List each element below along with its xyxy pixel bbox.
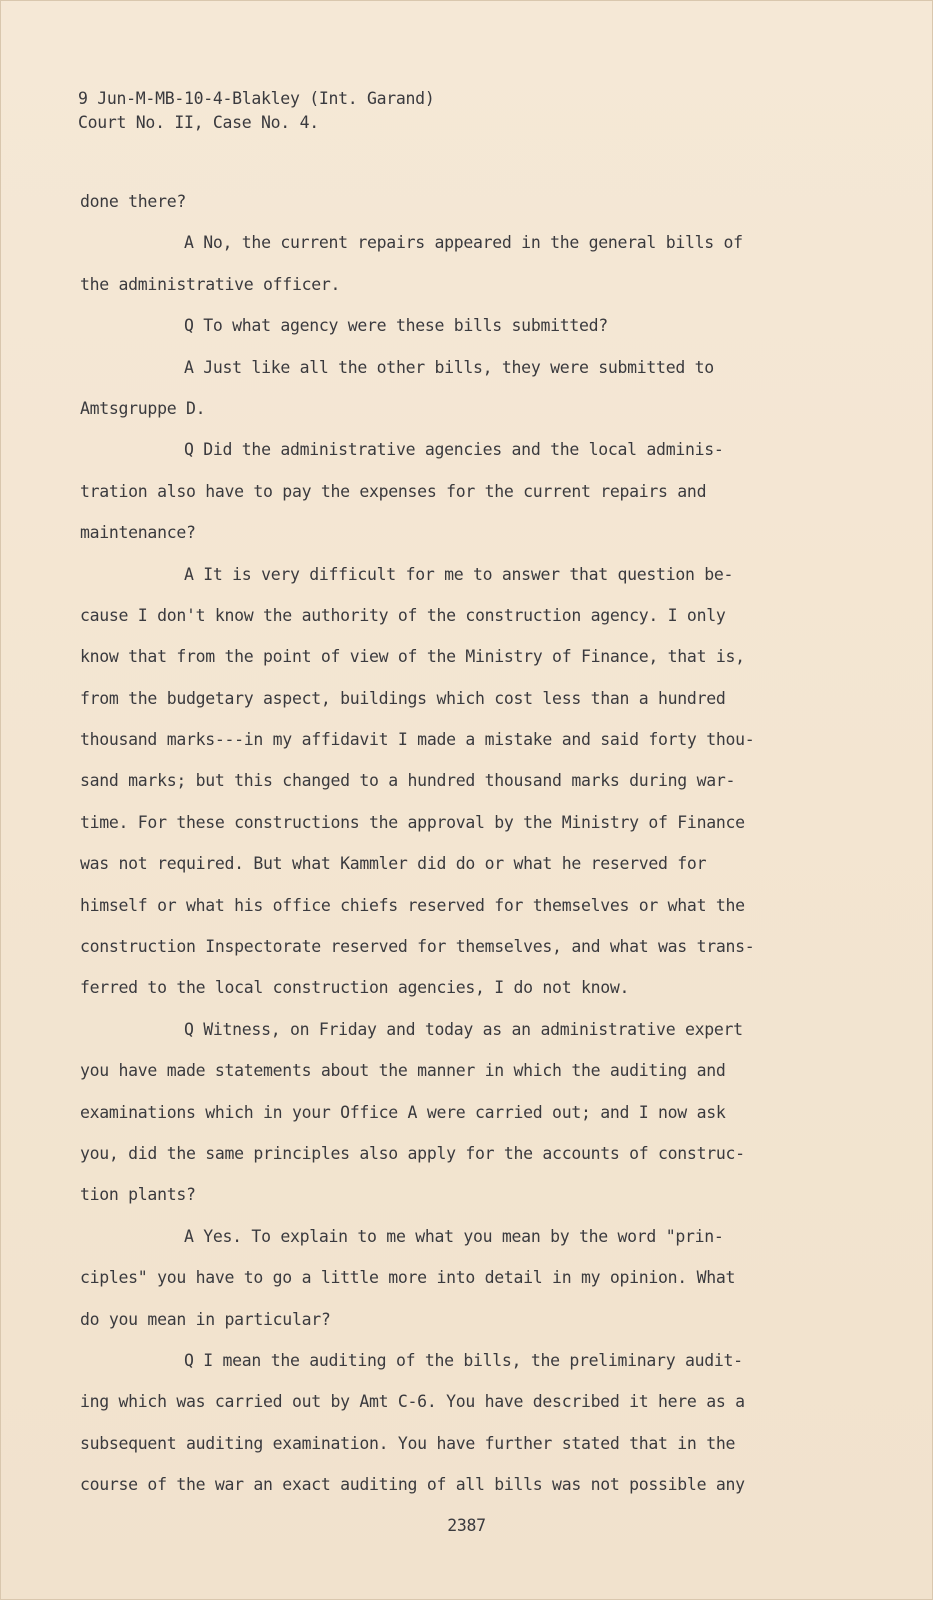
transcript-line: Amtsgruppe D. xyxy=(80,398,206,418)
transcript-line: ciples" you have to go a little more into detail in my opinion. What xyxy=(80,1268,736,1288)
header-line-reference: 9 Jun-M-MB-10-4-Blakley (Int. Garand) xyxy=(78,89,435,108)
transcript-line: A Yes. To explain to me what you mean by the word "prin- xyxy=(184,1226,724,1246)
transcript-line: A It is very difficult for me to answer that question be- xyxy=(184,564,734,584)
transcript-line: sand marks; but this changed to a hundred thousand marks during war- xyxy=(80,771,736,791)
transcript-line: do you mean in particular? xyxy=(80,1309,331,1329)
transcript-line: subsequent auditing examination. You have further stated that in the xyxy=(80,1433,736,1453)
transcript-line: himself or what his office chiefs reserved for themselves or what the xyxy=(80,895,745,915)
transcript-line: Q To what agency were these bills submitted? xyxy=(184,316,608,336)
transcript-line: maintenance? xyxy=(80,523,196,543)
transcript-line: done there? xyxy=(80,192,186,211)
transcript-line: construction Inspectorate reserved for themselves, and what was trans- xyxy=(80,937,755,957)
transcript-line: you, did the same principles also apply for the accounts of construc- xyxy=(80,1143,745,1163)
transcript-line: the administrative officer. xyxy=(80,274,341,294)
transcript-line: was not required. But what Kammler did do or what he reserved for xyxy=(80,854,707,874)
transcript-line: A No, the current repairs appeared in the general bills of xyxy=(184,233,743,253)
transcript-line: ferred to the local construction agencies, I do not know. xyxy=(80,978,630,998)
document-header xyxy=(78,87,434,135)
transcript-body xyxy=(80,192,820,1517)
transcript-line: Q I mean the auditing of the bills, the preliminary audit- xyxy=(184,1350,743,1370)
transcript-line: tion plants? xyxy=(80,1185,196,1205)
transcript-line: from the budgetary aspect, buildings which cost less than a hundred xyxy=(80,688,726,708)
transcript-line: Q Did the administrative agencies and the local adminis- xyxy=(184,440,724,460)
transcript-line: tration also have to pay the expenses for the current repairs and xyxy=(80,481,707,501)
header-line-court: Court No. II, Case No. 4. xyxy=(78,113,319,132)
transcript-line: cause I don't know the authority of the construction agency. I only xyxy=(80,605,726,625)
transcript-line: course of the war an exact auditing of all bills was not possible any xyxy=(80,1475,745,1495)
transcript-line: you have made statements about the manner in which the auditing and xyxy=(80,1061,726,1081)
transcript-line: examinations which in your Office A were carried out; and I now ask xyxy=(80,1102,726,1122)
transcript-line: A Just like all the other bills, they were submitted to xyxy=(184,357,714,377)
transcript-line: know that from the point of view of the Ministry of Finance, that is, xyxy=(80,647,745,667)
page-number: 2387 xyxy=(447,1516,486,1535)
transcript-line: Q Witness, on Friday and today as an administrative expert xyxy=(184,1019,743,1039)
transcript-line: ing which was carried out by Amt C-6. You have described it here as a xyxy=(80,1392,745,1412)
transcript-line: thousand marks---in my affidavit I made a mistake and said forty thou- xyxy=(80,730,755,750)
transcript-line: time. For these constructions the approval by the Ministry of Finance xyxy=(80,812,745,832)
